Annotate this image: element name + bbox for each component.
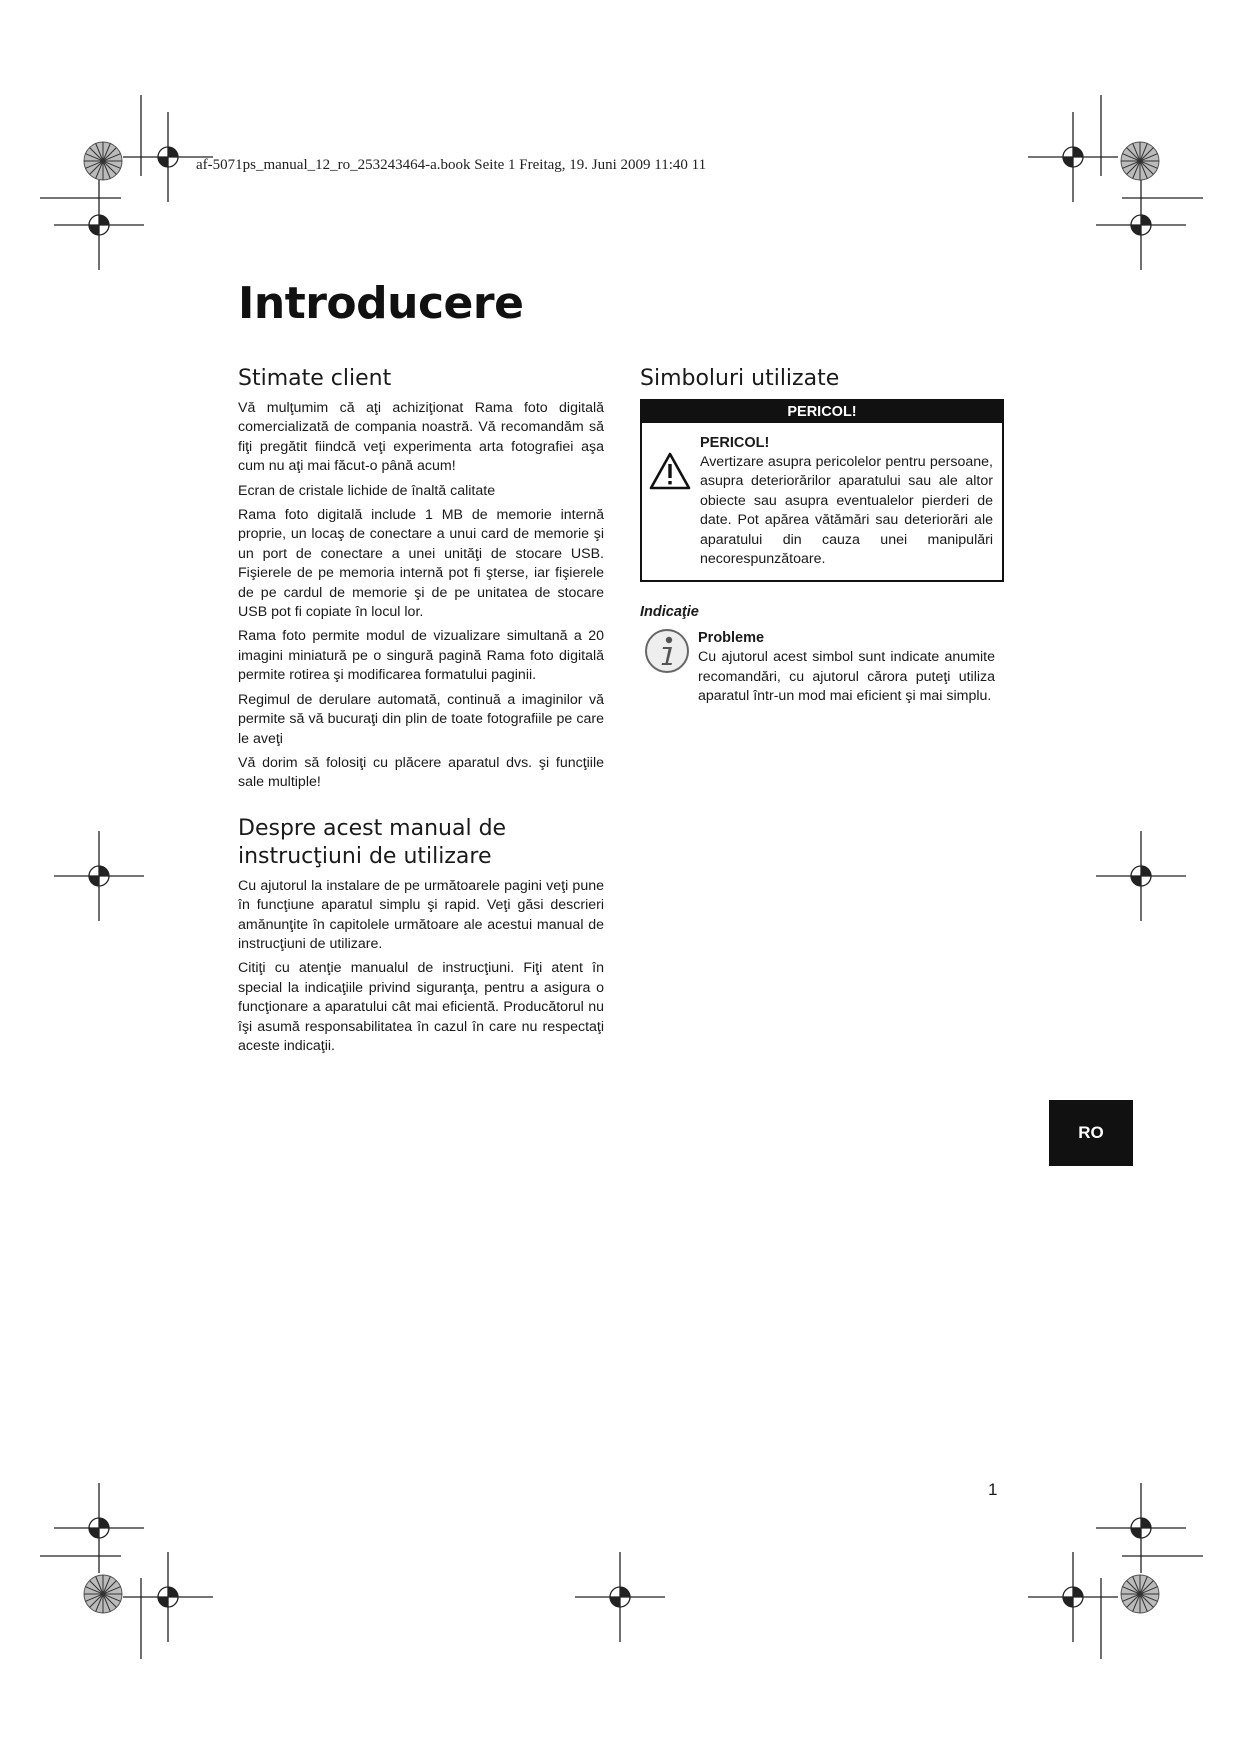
section-heading: Despre acest manual de instrucţiuni de utilizare xyxy=(238,815,507,869)
info-icon xyxy=(644,628,694,711)
danger-text: Avertizare asupra pericolelor pentru persoane, asupra deteriorărilor aparatului sau ale altor obiecte sau asupra eventualelor pierderi de date. Pot apărea vătămări sau deteriorări ale aparatului din cauza unei manipulări necorespunzătoare. xyxy=(700,454,993,568)
left-column xyxy=(238,365,604,1061)
danger-title: PERICOL! xyxy=(700,435,770,451)
paragraph: Rama foto digitală include 1 MB de memorie internă proprie, un locaş de conectare a unui card de memorie şi un port de conectare a unei unităţi de stocare USB. Fişierele de pe memoria internă pot fi şterse, iar fişierele de pe cardul de memorie şi de pe unitatea de stocare USB pot fi copiate în locul lor. xyxy=(238,507,604,621)
paragraph: Cu ajutorul la instalare de pe următoarele pagini veţi pune în funcţiune aparatul simplu şi rapid. Veţi găsi descrieri amănunţite în capitolele următoare ale acestui manual de instrucţiuni de utilizare. xyxy=(238,877,604,952)
paragraph: Ecran de cristale lichide de înaltă calitate xyxy=(238,482,496,499)
danger-banner: PERICOL! xyxy=(642,401,1002,423)
note-label: Indicaţie xyxy=(640,604,699,621)
bottom-right-marks xyxy=(1028,1483,1203,1659)
paragraph: Citiţi cu atenţie manualul de instrucţiuni. Fiţi atent în special la indicaţiile privind siguranţa, pentru a asigura o funcţionare a aparatului cât mai eficientă. Producătorul nu îşi asumă responsabilitatea în cazul în care nu respectaţi aceste indicaţii. xyxy=(238,960,604,1054)
section-stimate-client xyxy=(238,365,604,793)
paragraph: Vă dorim să folosiţi cu plăcere aparatul dvs. şi funcţiile sale multiple! xyxy=(238,754,604,791)
paragraph: Vă mulţumim că aţi achiziţionat Rama foto digitală comercializată de compania noastră. Vă recomandăm să fiţi pregătit fiindcă veţi experimenta arta fotografiei aşa cum nu aţi mai făcut-o până acum! xyxy=(238,400,604,475)
top-right-marks xyxy=(1028,95,1203,270)
file-header: af-5071ps_manual_12_ro_253243464-a.book Seite 1 Freitag, 19. Juni 2009 11:40 11 xyxy=(196,157,707,173)
top-left-marks xyxy=(40,95,213,270)
danger-box xyxy=(640,399,1004,582)
middle-side-marks xyxy=(54,831,1186,921)
bottom-left-marks xyxy=(40,1483,213,1659)
note-box xyxy=(640,628,1004,711)
section-heading: Stimate client xyxy=(238,366,392,391)
paragraph: Regimul de derulare automată, continuă a imaginilor vă permite să vă bucuraţi din plin de toate fotografiile pe care le aveţi xyxy=(238,691,604,747)
section-despre-manual xyxy=(238,815,604,1057)
paragraph: Rama foto permite modul de vizualizare simultană a 20 imagini miniatură pe o singură pagină Rama foto digitală permite rotirea şi modificarea formatului paginii. xyxy=(238,628,604,684)
section-heading: Simboluri utilizate xyxy=(640,366,840,391)
language-tab: RO xyxy=(1049,1100,1133,1166)
page-number: 1 xyxy=(988,1480,998,1499)
warning-triangle-icon xyxy=(648,451,696,574)
right-column xyxy=(640,365,1004,712)
page-title: Introducere xyxy=(238,278,524,329)
note-text: Cu ajutorul acest simbol sunt indicate anumite recomandări, cu ajutorul cărora puteţi utiliza aparatul într-un mod mai eficient şi mai simplu. xyxy=(698,649,995,705)
bottom-center-mark xyxy=(575,1552,665,1642)
note-title: Probleme xyxy=(698,630,765,647)
